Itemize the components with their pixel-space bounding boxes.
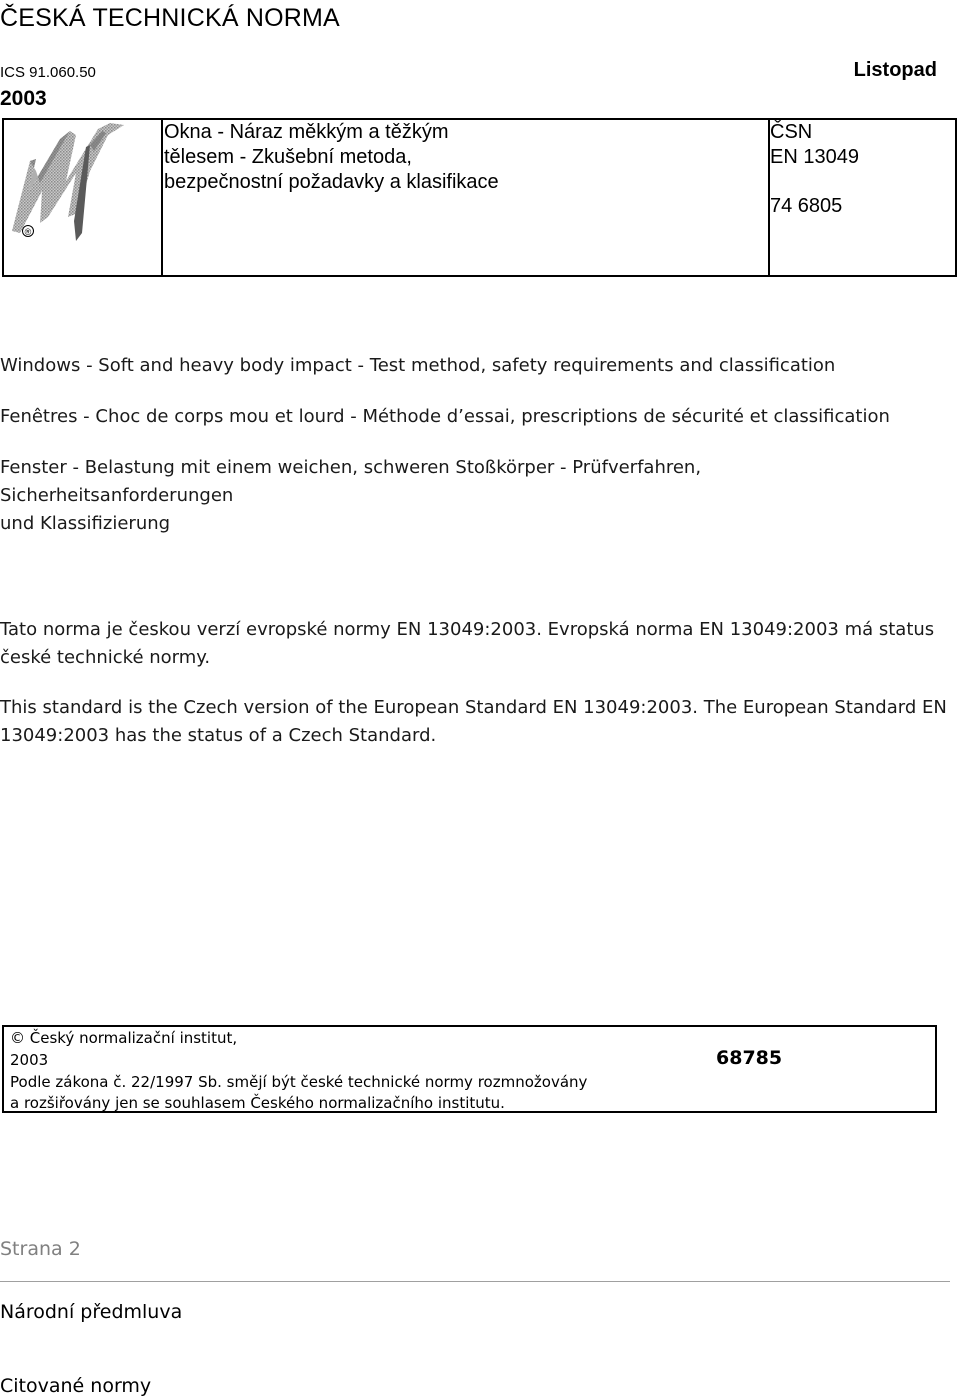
standard-header-box (2, 118, 957, 277)
title-german-line: Sicherheitsanforderungen (0, 485, 234, 506)
publication-year: 2003 (0, 87, 47, 110)
ics-code: ICS 91.060.50 (0, 64, 96, 81)
standard-title-cz-line: Okna - Náraz měkkým a těžkým (164, 121, 449, 143)
title-german-line: Fenster - Belastung mit einem weichen, schweren Stoßkörper - Prüfverfahren, (0, 457, 702, 478)
standard-title-cz-line: bezpečnostní požadavky a klasifikace (164, 171, 499, 193)
standard-code-line: EN 13049 (770, 146, 859, 168)
title-german-line: und Klassifizierung (0, 513, 171, 534)
copyright-notice-line: Podle zákona č. 22/1997 Sb. smějí být české technické normy rozmnožovány (10, 1073, 588, 1091)
copyright-year: 2003 (10, 1051, 49, 1069)
note-czech: Tato norma je českou verzí evropské normy EN 13049:2003. Evropská norma EN 13049:2003 má status české technické normy. (0, 619, 935, 668)
note-english: This standard is the Czech version of the European Standard EN 13049:2003. The European Standard EN 13049:2003 has the status of a Czech Standard. (0, 697, 947, 746)
standard-title-cz-line: tělesem - Zkušební metoda, (164, 146, 412, 168)
page-number-label: Strana 2 (0, 1238, 81, 1260)
header-divider-left (161, 120, 163, 275)
standard-code (770, 120, 859, 170)
order-number: 68785 (716, 1047, 783, 1069)
copyright-box (2, 1025, 937, 1113)
page-title: ČESKÁ TECHNICKÁ NORMA (0, 4, 340, 32)
section-heading: Citované normy (0, 1375, 152, 1397)
registered-mark: ® (24, 227, 32, 237)
standard-code-line: ČSN (770, 121, 813, 143)
title-german (0, 454, 900, 538)
page-divider (0, 1281, 950, 1282)
standard-title-cz (164, 120, 564, 195)
title-french: Fenêtres - Choc de corps mou et lourd - Méthode d’essai, prescriptions de sécurité et classification (0, 406, 890, 427)
copyright-holder: © Český normalizační institut, (10, 1029, 238, 1047)
publication-month: Listopad (853, 59, 937, 81)
copyright-notice-line: a rozšiřovány jen se souhlasem Českého normalizačního institutu. (10, 1094, 505, 1112)
title-english: Windows - Soft and heavy body impact - Test method, safety requirements and classification (0, 355, 836, 376)
section-heading: Národní předmluva (0, 1301, 183, 1323)
classification-number: 74 6805 (770, 195, 843, 217)
cni-logo-icon (6, 121, 128, 245)
